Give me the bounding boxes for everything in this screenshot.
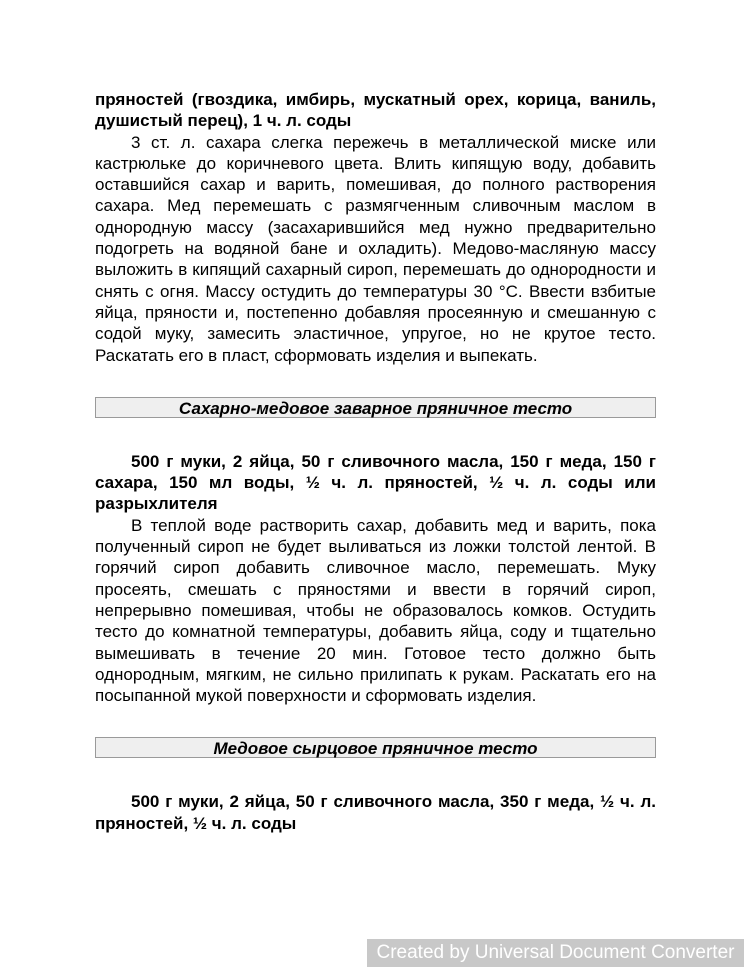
ingredients-sugar-honey: 500 г муки, 2 яйца, 50 г сливочного масла, 150 г меда, 150 г сахара, 150 мл воды, ½ ч. л. пряностей, ½ ч. л. соды или разрыхлителя xyxy=(95,451,656,514)
section-title-honey-raw: Медовое сырцовое пряничное тесто xyxy=(95,737,656,758)
ingredients-honey-raw: 500 г муки, 2 яйца, 50 г сливочного масла, 350 г меда, ½ ч. л. пряностей, ½ ч. л. соды xyxy=(95,792,656,833)
recipe-method-2: В теплой воде растворить сахар, добавить мед и варить, пока полученный сироп не будет выливаться из ложки толстой лентой. В горячий сироп добавить сливочное масло, перемешать. Муку просеять, смешать с пряностями и ввести в горячий сироп, непрерывно помешивая, чтобы не образовалось комков. Остудить тесто до комнатной температуры, добавить яйца, соду и тщательно вымешивать в течение 20 мин. Готовое тесто должно быть однородным, мягким, не сильно прилипать к рукам. Раскатать его на посыпанной мукой поверхности и сформовать изделия. xyxy=(95,515,656,706)
recipe-method-1: 3 ст. л. сахара слегка пережечь в металлической миске или кастрюльке до коричневого цвета. Влить кипящую воду, добавить оставшийся сахар и варить, помешивая, до полного растворения сахара. Мед перемешать с размягченным сливочным маслом в однородную массу (засахарившийся мед нужно предварительно подогреть на водяной бане и охладить). Медово-масляную массу выложить в кипящий сахарный сироп, перемешать до однородности и снять с огня. Массу остудить до температуры 30 °С. Ввести взбитые яйца, пряности и, постепенно добавляя просеянную и смешанную с содой муку, замесить эластичное, упругое, но не крутое тесто. Раскатать его в пласт, сформовать изделия и выпекать. xyxy=(95,132,656,365)
ingredients-continuation: пряностей (гвоздика, имбирь, мускатный орех, корица, ваниль, душистый перец), 1 ч. л. соды xyxy=(95,90,656,131)
section-title-sugar-honey: Сахарно-медовое заварное пряничное тесто xyxy=(95,397,656,418)
converter-watermark: Created by Universal Document Converter xyxy=(367,939,744,967)
document-page xyxy=(95,89,656,834)
